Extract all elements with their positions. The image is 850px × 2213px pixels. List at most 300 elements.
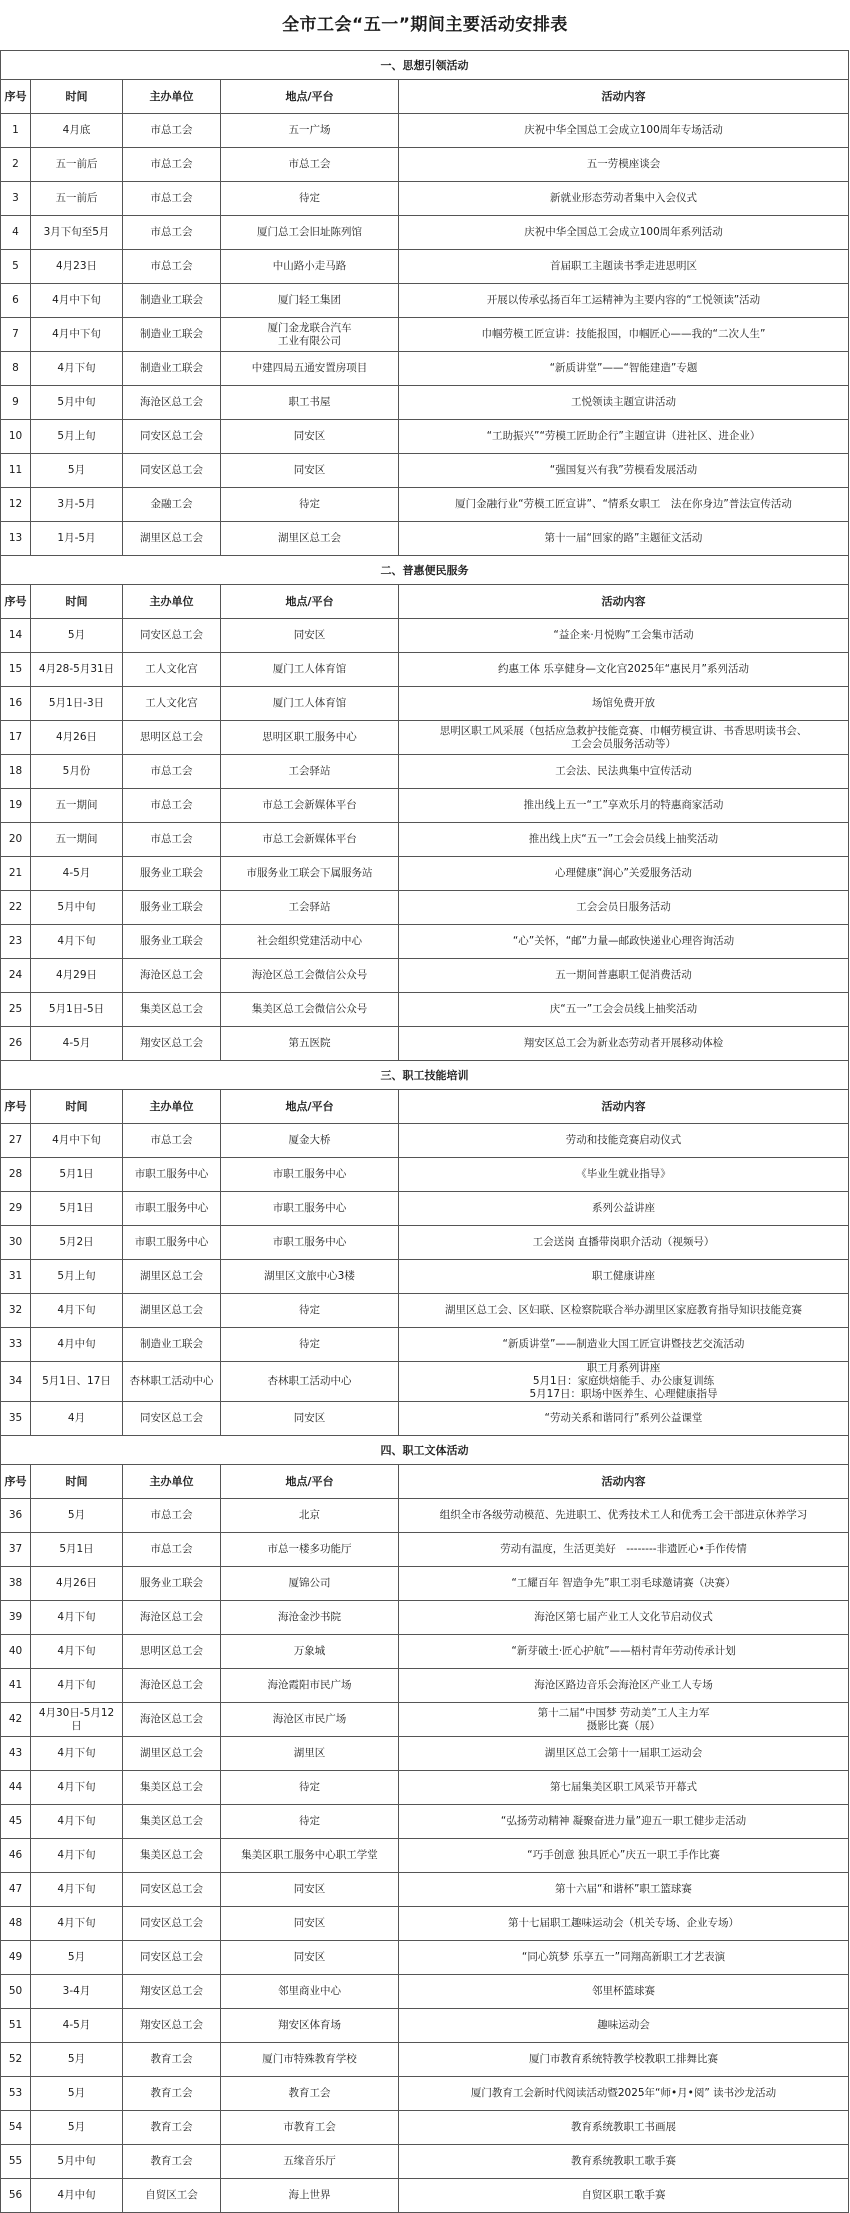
column-header-org: 主办单位 [123,1090,221,1124]
cell-no: 25 [1,993,31,1027]
cell-no: 51 [1,2009,31,2043]
cell-activity: 五一劳模座谈会 [399,148,849,182]
cell-org: 海沧区总工会 [123,386,221,420]
cell-time: 4月下旬 [31,1771,123,1805]
cell-org: 市职工服务中心 [123,1192,221,1226]
cell-time: 4月下旬 [31,1601,123,1635]
cell-time: 五一期间 [31,789,123,823]
table-row [1,2111,849,2145]
cell-no: 17 [1,721,31,755]
cell-place: 湖里区文旅中心3楼 [221,1260,399,1294]
cell-time: 5月 [31,2111,123,2145]
cell-no: 15 [1,653,31,687]
cell-place: 厦门轻工集团 [221,284,399,318]
cell-activity: 第十一届“回家的路”主题征文活动 [399,522,849,556]
document-title: 全市工会“五一”期间主要活动安排表 [282,15,568,35]
table-row [1,1907,849,1941]
cell-place: 集美区总工会微信公众号 [221,993,399,1027]
cell-place: 厦门金龙联合汽车 工业有限公司 [221,318,399,352]
cell-time: 4月26日 [31,1567,123,1601]
table-row [1,891,849,925]
cell-org: 制造业工联会 [123,284,221,318]
cell-place: 思明区职工服务中心 [221,721,399,755]
cell-org: 市总工会 [123,114,221,148]
cell-org: 制造业工联会 [123,352,221,386]
cell-place: 北京 [221,1499,399,1533]
column-header-org: 主办单位 [123,80,221,114]
cell-place: 市总工会新媒体平台 [221,823,399,857]
table-row [1,1124,849,1158]
table-row [1,1601,849,1635]
cell-no: 52 [1,2043,31,2077]
cell-place: 万象城 [221,1635,399,1669]
cell-place: 同安区 [221,1402,399,1436]
cell-place: 同安区 [221,619,399,653]
cell-org: 自贸区工会 [123,2179,221,2213]
section-title: 一、思想引领活动 [1,51,849,80]
cell-time: 5月1日 [31,1192,123,1226]
table-row [1,1567,849,1601]
cell-place: 厦门总工会旧址陈列馆 [221,216,399,250]
table-row [1,1328,849,1362]
cell-activity: 邻里杯篮球赛 [399,1975,849,2009]
cell-activity: 第七届集美区职工风采节开幕式 [399,1771,849,1805]
cell-org: 湖里区总工会 [123,1294,221,1328]
cell-time: 五一前后 [31,148,123,182]
column-header-place: 地点/平台 [221,80,399,114]
cell-time: 5月 [31,619,123,653]
column-header-time: 时间 [31,1465,123,1499]
cell-place: 海沧金沙书院 [221,1601,399,1635]
cell-no: 27 [1,1124,31,1158]
column-header-row [1,585,849,619]
table-row [1,1805,849,1839]
cell-activity: 开展以传承弘扬百年工运精神为主要内容的“工悦领读”活动 [399,284,849,318]
cell-no: 16 [1,687,31,721]
cell-no: 2 [1,148,31,182]
cell-activity: 湖里区总工会、区妇联、区检察院联合举办湖里区家庭教育指导知识技能竞赛 [399,1294,849,1328]
cell-activity: 首届职工主题读书季走进思明区 [399,250,849,284]
cell-place: 厦门市特殊教育学校 [221,2043,399,2077]
cell-place: 待定 [221,1771,399,1805]
cell-no: 33 [1,1328,31,1362]
cell-time: 4月下旬 [31,1737,123,1771]
cell-place: 市职工服务中心 [221,1158,399,1192]
cell-activity: 第十二届“中国梦 劳动美”工人主力军 摄影比赛（展） [399,1703,849,1737]
cell-org: 集美区总工会 [123,1805,221,1839]
cell-place: 湖里区总工会 [221,522,399,556]
cell-no: 55 [1,2145,31,2179]
column-header-no: 序号 [1,1090,31,1124]
cell-time: 4月下旬 [31,1839,123,1873]
cell-activity: 庆“五一”工会会员线上抽奖活动 [399,993,849,1027]
cell-no: 34 [1,1362,31,1402]
cell-activity: 湖里区总工会第十一届职工运动会 [399,1737,849,1771]
cell-place: 市总工会 [221,148,399,182]
cell-org: 市总工会 [123,755,221,789]
table-row [1,2145,849,2179]
cell-no: 43 [1,1737,31,1771]
cell-time: 4月中旬 [31,2179,123,2213]
cell-no: 22 [1,891,31,925]
cell-org: 市职工服务中心 [123,1226,221,1260]
cell-no: 9 [1,386,31,420]
cell-place: 市总工会新媒体平台 [221,789,399,823]
column-header-row [1,1090,849,1124]
cell-org: 金融工会 [123,488,221,522]
table-row [1,1158,849,1192]
cell-activity: 翔安区总工会为新业态劳动者开展移动体检 [399,1027,849,1061]
cell-no: 44 [1,1771,31,1805]
cell-activity: 职工月系列讲座 5月1日：家庭烘焙能手、办公康复训练 5月17日：职场中医养生、心理健康指导 [399,1362,849,1402]
cell-time: 5月 [31,1941,123,1975]
cell-place: 社会组织党建活动中心 [221,925,399,959]
table-row [1,1703,849,1737]
table-row [1,687,849,721]
cell-place: 中建四局五通安置房项目 [221,352,399,386]
table-row [1,653,849,687]
cell-time: 4-5月 [31,857,123,891]
cell-activity: 庆祝中华全国总工会成立100周年系列活动 [399,216,849,250]
cell-no: 21 [1,857,31,891]
cell-no: 24 [1,959,31,993]
cell-activity: 自贸区职工歌手赛 [399,2179,849,2213]
cell-no: 8 [1,352,31,386]
cell-place: 同安区 [221,420,399,454]
cell-no: 32 [1,1294,31,1328]
cell-no: 41 [1,1669,31,1703]
cell-place: 第五医院 [221,1027,399,1061]
cell-activity: 第十七届职工趣味运动会（机关专场、企业专场） [399,1907,849,1941]
cell-org: 教育工会 [123,2145,221,2179]
cell-activity: 五一期间普惠职工促消费活动 [399,959,849,993]
cell-time: 4月下旬 [31,1635,123,1669]
cell-activity: 推出线上庆“五一”工会会员线上抽奖活动 [399,823,849,857]
cell-place: 集美区职工服务中心职工学堂 [221,1839,399,1873]
cell-time: 4月26日 [31,721,123,755]
cell-time: 4月中旬 [31,1328,123,1362]
table-row [1,1027,849,1061]
cell-time: 4月下旬 [31,352,123,386]
cell-place: 市服务业工联会下属服务站 [221,857,399,891]
table-row [1,1873,849,1907]
cell-time: 5月1日-5日 [31,993,123,1027]
cell-time: 4月下旬 [31,925,123,959]
cell-activity: “强国复兴有我”劳模看发展活动 [399,454,849,488]
cell-time: 4-5月 [31,2009,123,2043]
cell-time: 5月 [31,1499,123,1533]
table-row [1,789,849,823]
cell-org: 同安区总工会 [123,619,221,653]
cell-place: 厦门工人体育馆 [221,653,399,687]
cell-place: 市职工服务中心 [221,1226,399,1260]
cell-time: 4月中下旬 [31,284,123,318]
cell-org: 服务业工联会 [123,925,221,959]
column-header-time: 时间 [31,585,123,619]
cell-activity: 工会送岗 直播带岗职介活动（视频号） [399,1226,849,1260]
column-header-org: 主办单位 [123,585,221,619]
cell-org: 市职工服务中心 [123,1158,221,1192]
cell-activity: 劳动有温度，生活更美好 --------非遗匠心•手作传情 [399,1533,849,1567]
cell-time: 1月-5月 [31,522,123,556]
cell-place: 中山路小走马路 [221,250,399,284]
cell-time: 5月中旬 [31,891,123,925]
cell-org: 集美区总工会 [123,1839,221,1873]
cell-activity: 厦门教育工会新时代阅读活动暨2025年“师•月•阅” 读书沙龙活动 [399,2077,849,2111]
cell-no: 35 [1,1402,31,1436]
cell-activity: 工会法、民法典集中宣传活动 [399,755,849,789]
cell-activity: 新就业形态劳动者集中入会仪式 [399,182,849,216]
cell-activity: 教育系统教职工书画展 [399,2111,849,2145]
table-row [1,148,849,182]
cell-no: 53 [1,2077,31,2111]
cell-no: 38 [1,1567,31,1601]
cell-no: 46 [1,1839,31,1873]
cell-activity: “新质讲堂”——制造业大国工匠宣讲暨技艺交流活动 [399,1328,849,1362]
cell-org: 翔安区总工会 [123,1975,221,2009]
cell-time: 5月1日、17日 [31,1362,123,1402]
cell-place: 职工书屋 [221,386,399,420]
cell-place: 海上世界 [221,2179,399,2213]
cell-org: 市总工会 [123,216,221,250]
table-row [1,1839,849,1873]
table-row [1,959,849,993]
cell-no: 12 [1,488,31,522]
cell-org: 同安区总工会 [123,1873,221,1907]
cell-org: 同安区总工会 [123,454,221,488]
cell-no: 20 [1,823,31,857]
cell-time: 5月1日-3日 [31,687,123,721]
table-row [1,1975,849,2009]
cell-org: 海沧区总工会 [123,1601,221,1635]
cell-activity: 趣味运动会 [399,2009,849,2043]
cell-place: 市总一楼多功能厅 [221,1533,399,1567]
cell-org: 同安区总工会 [123,1907,221,1941]
cell-time: 3月下旬至5月 [31,216,123,250]
cell-time: 5月中旬 [31,2145,123,2179]
cell-org: 服务业工联会 [123,891,221,925]
table-row [1,454,849,488]
cell-no: 40 [1,1635,31,1669]
cell-activity: “工助振兴”“劳模工匠助企行”主题宣讲（进社区、进企业） [399,420,849,454]
table-row [1,1737,849,1771]
table-row [1,1192,849,1226]
cell-no: 31 [1,1260,31,1294]
cell-activity: “弘扬劳动精神 凝聚奋进力量”迎五一职工健步走活动 [399,1805,849,1839]
cell-place: 待定 [221,1294,399,1328]
cell-time: 4月下旬 [31,1294,123,1328]
cell-place: 邻里商业中心 [221,1975,399,2009]
table-row [1,823,849,857]
cell-no: 14 [1,619,31,653]
cell-org: 市总工会 [123,823,221,857]
cell-org: 教育工会 [123,2111,221,2145]
cell-activity: “巧手创意 独具匠心”庆五一职工手作比赛 [399,1839,849,1873]
cell-no: 13 [1,522,31,556]
cell-activity: “新质讲堂”——“智能建造”专题 [399,352,849,386]
cell-activity: 教育系统教职工歌手赛 [399,2145,849,2179]
column-header-activity: 活动内容 [399,1090,849,1124]
cell-org: 同安区总工会 [123,420,221,454]
cell-activity: 场馆免费开放 [399,687,849,721]
cell-activity: 厦门金融行业“劳模工匠宣讲”、“情系女职工 法在你身边”普法宣传活动 [399,488,849,522]
column-header-activity: 活动内容 [399,1465,849,1499]
cell-org: 思明区总工会 [123,721,221,755]
table-row [1,1260,849,1294]
table-row [1,420,849,454]
cell-org: 杏林职工活动中心 [123,1362,221,1402]
cell-activity: “新芽破土·匠心护航”——梧村青年劳动传承计划 [399,1635,849,1669]
cell-no: 49 [1,1941,31,1975]
cell-activity: “同心筑梦 乐享五一”同翔高新职工才艺表演 [399,1941,849,1975]
cell-org: 翔安区总工会 [123,1027,221,1061]
cell-org: 市总工会 [123,182,221,216]
cell-time: 5月 [31,454,123,488]
cell-no: 26 [1,1027,31,1061]
cell-time: 5月上旬 [31,420,123,454]
cell-time: 4月底 [31,114,123,148]
cell-activity: 第十六届“和谐杯”职工篮球赛 [399,1873,849,1907]
cell-place: 海沧区市民广场 [221,1703,399,1737]
cell-place: 同安区 [221,454,399,488]
table-row [1,993,849,1027]
column-header-time: 时间 [31,1090,123,1124]
column-header-org: 主办单位 [123,1465,221,1499]
cell-time: 五一期间 [31,823,123,857]
cell-time: 5月 [31,2043,123,2077]
cell-no: 5 [1,250,31,284]
cell-org: 服务业工联会 [123,1567,221,1601]
table-row [1,114,849,148]
cell-activity: 厦门市教育系统特教学校教职工排舞比赛 [399,2043,849,2077]
cell-time: 5月上旬 [31,1260,123,1294]
cell-time: 4-5月 [31,1027,123,1061]
column-header-no: 序号 [1,1465,31,1499]
cell-no: 1 [1,114,31,148]
cell-org: 制造业工联会 [123,1328,221,1362]
table-row [1,2043,849,2077]
cell-no: 48 [1,1907,31,1941]
cell-activity: “益企来·月悦购”工会集市活动 [399,619,849,653]
column-header-activity: 活动内容 [399,585,849,619]
cell-org: 海沧区总工会 [123,1703,221,1737]
column-header-no: 序号 [1,80,31,114]
cell-place: 工会驿站 [221,755,399,789]
cell-time: 4月29日 [31,959,123,993]
cell-time: 4月下旬 [31,1669,123,1703]
cell-time: 4月下旬 [31,1907,123,1941]
cell-time: 5月1日 [31,1533,123,1567]
cell-org: 市总工会 [123,789,221,823]
cell-no: 50 [1,1975,31,2009]
cell-activity: “工耀百年 智造争先”职工羽毛球邀请赛（决赛） [399,1567,849,1601]
cell-org: 市总工会 [123,148,221,182]
cell-time: 5月1日 [31,1158,123,1192]
table-row [1,925,849,959]
table-row [1,386,849,420]
cell-no: 39 [1,1601,31,1635]
cell-org: 海沧区总工会 [123,1669,221,1703]
cell-activity: 庆祝中华全国总工会成立100周年专场活动 [399,114,849,148]
table-row [1,1771,849,1805]
cell-org: 市总工会 [123,1533,221,1567]
cell-place: 待定 [221,182,399,216]
cell-activity: 职工健康讲座 [399,1260,849,1294]
table-row [1,857,849,891]
cell-org: 市总工会 [123,1124,221,1158]
table-row [1,488,849,522]
cell-place: 同安区 [221,1941,399,1975]
section-heading-row [1,1061,849,1090]
cell-place: 杏林职工活动中心 [221,1362,399,1402]
table-row [1,284,849,318]
cell-no: 11 [1,454,31,488]
cell-place: 厦门工人体育馆 [221,687,399,721]
cell-no: 3 [1,182,31,216]
table-row [1,318,849,352]
column-header-row [1,80,849,114]
cell-org: 湖里区总工会 [123,522,221,556]
cell-no: 6 [1,284,31,318]
cell-place: 海沧区总工会微信公众号 [221,959,399,993]
cell-place: 湖里区 [221,1737,399,1771]
cell-org: 市总工会 [123,1499,221,1533]
cell-org: 工人文化宫 [123,653,221,687]
section-title: 三、职工技能培训 [1,1061,849,1090]
cell-org: 海沧区总工会 [123,959,221,993]
cell-activity: 工悦领读主题宣讲活动 [399,386,849,420]
table-row [1,2179,849,2213]
cell-no: 47 [1,1873,31,1907]
cell-no: 10 [1,420,31,454]
cell-activity: 巾帼劳模工匠宣讲：技能报国，巾帼匠心——我的“二次人生” [399,318,849,352]
cell-place: 厦金大桥 [221,1124,399,1158]
cell-place: 市教育工会 [221,2111,399,2145]
cell-activity: 心理健康“润心”关爱服务活动 [399,857,849,891]
cell-org: 服务业工联会 [123,857,221,891]
cell-place: 厦锦公司 [221,1567,399,1601]
cell-time: 3-4月 [31,1975,123,2009]
table-row [1,619,849,653]
column-header-place: 地点/平台 [221,1090,399,1124]
cell-no: 29 [1,1192,31,1226]
cell-no: 37 [1,1533,31,1567]
cell-activity: 海沧区第七届产业工人文化节启动仪式 [399,1601,849,1635]
table-row [1,250,849,284]
table-row [1,522,849,556]
cell-org: 制造业工联会 [123,318,221,352]
table-row [1,216,849,250]
table-row [1,1669,849,1703]
cell-org: 教育工会 [123,2077,221,2111]
column-header-place: 地点/平台 [221,1465,399,1499]
cell-time: 4月30日-5月12日 [31,1703,123,1737]
cell-activity: 《毕业生就业指导》 [399,1158,849,1192]
cell-activity: “劳动关系和谐同行”系列公益课堂 [399,1402,849,1436]
cell-time: 4月下旬 [31,1873,123,1907]
cell-time: 5月份 [31,755,123,789]
table-row [1,2009,849,2043]
cell-activity: 工会会员日服务活动 [399,891,849,925]
cell-place: 工会驿站 [221,891,399,925]
cell-activity: “心”关怀，“邮”力量—邮政快递业心理咨询活动 [399,925,849,959]
cell-time: 5月 [31,2077,123,2111]
cell-activity: 劳动和技能竞赛启动仪式 [399,1124,849,1158]
cell-place: 待定 [221,1328,399,1362]
cell-time: 4月23日 [31,250,123,284]
cell-place: 同安区 [221,1907,399,1941]
cell-time: 4月中下旬 [31,318,123,352]
